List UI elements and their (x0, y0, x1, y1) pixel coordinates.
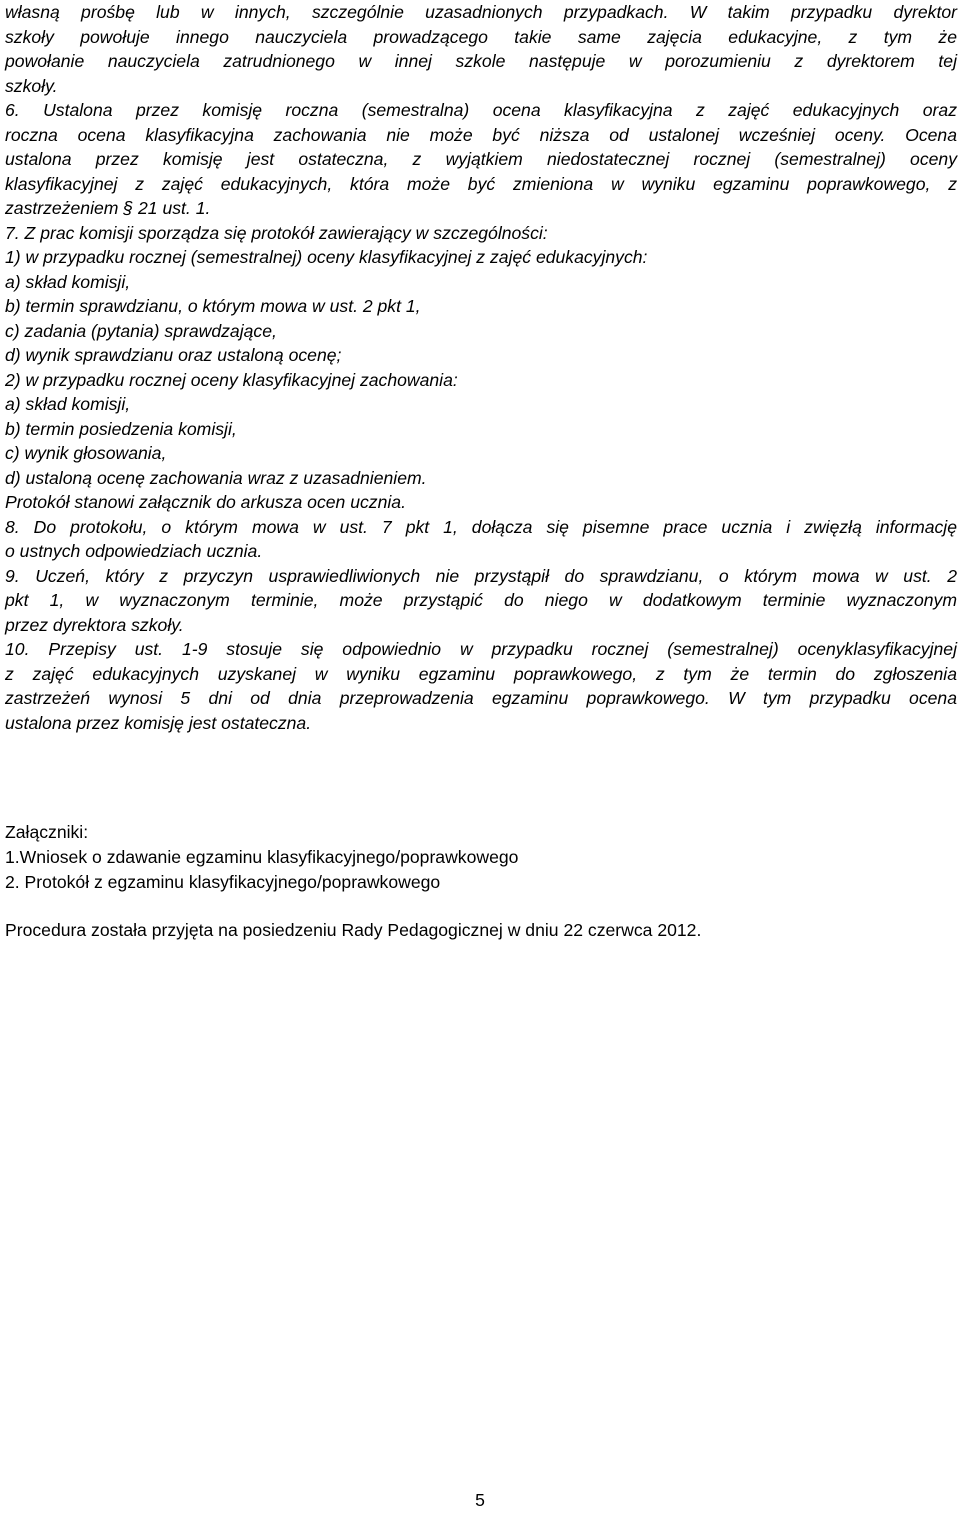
regulation-text (5, 0, 957, 735)
text-line: szkoły powołuje innego nauczyciela prowadzącego takie same zajęcia edukacyjne, z tym że (5, 26, 957, 47)
list-item: b) termin posiedzenia komisji, (5, 418, 237, 439)
text-line: Protokół stanowi załącznik do arkusza ocen ucznia. (5, 492, 406, 512)
text-line: 8. Do protokołu, o którym mowa w ust. 7 pkt 1, dołącza się pisemne prace ucznia i zwięzłą informację (5, 516, 957, 537)
list-item: d) wynik sprawdzianu oraz ustaloną ocenę; (5, 345, 342, 365)
list-item: b) termin sprawdzianu, o którym mowa w ust. 2 pkt 1, (5, 296, 421, 316)
text-line: przez dyrektora szkoły. (5, 614, 184, 635)
text-line: 7. Z prac komisji sporządza się protokół zawierający w szczególności: (5, 222, 548, 243)
list-item: 2) w przypadku rocznej oceny klasyfikacyjnej zachowania: (5, 369, 458, 390)
text-line: zastrzeżeń wynosi 5 dni od dnia przeprowadzenia egzaminu poprawkowego. W tym przypadku ocena (5, 688, 957, 708)
text-line: zastrzeżeniem § 21 ust. 1. (5, 198, 211, 218)
text-line: 9. Uczeń, który z przyczyn usprawiedliwionych nie przystąpił do sprawdzianu, o którym mowa w ust. 2 (5, 565, 957, 586)
list-item: a) skład komisji, (5, 271, 131, 292)
paragraph-10 (5, 637, 957, 735)
text-line: klasyfikacyjnej z zajęć edukacyjnych, która może być zmieniona w wyniku egzaminu poprawkowego, z (5, 173, 957, 194)
text-line: własną prośbę lub w innych, szczególnie uzasadnionych przypadkach. W takim przypadku dyrektor (5, 2, 957, 22)
text-line: roczna ocena klasyfikacyjna zachowania nie może być niższa od ustalonej wcześniej oceny. Ocena (5, 124, 957, 145)
page-number: 5 (475, 1490, 485, 1510)
text-line: szkoły. (5, 75, 58, 96)
text-line: ustalona przez komisję jest ostateczna. (5, 712, 312, 733)
paragraph-5-continuation (5, 0, 957, 98)
attachment-item: 2. Protokół z egzaminu klasyfikacyjnego/poprawkowego (5, 872, 441, 892)
attachment-item: 1.Wniosek o zdawanie egzaminu klasyfikacyjnego/poprawkowego (5, 847, 519, 867)
text-line: ustalona przez komisję jest ostateczna, z wyjątkiem niedostatecznej rocznej (semestralnej) oceny (5, 149, 957, 169)
text-line: pkt 1, w wyznaczonym terminie, może przystąpić do niego w dodatkowym terminie wyznaczonym (5, 590, 957, 610)
paragraph-8 (5, 515, 957, 564)
attachments-section (5, 820, 518, 895)
paragraph-7 (5, 221, 957, 515)
text-line: powołanie nauczyciela zatrudnionego w innej szkole następuje w porozumieniu z dyrektorem tej (5, 51, 957, 71)
procedure-note: Procedura została przyjęta na posiedzeniu Rady Pedagogicznej w dniu 22 czerwca 2012. (5, 920, 702, 940)
list-item: d) ustaloną ocenę zachowania wraz z uzasadnieniem. (5, 467, 427, 488)
paragraph-9 (5, 564, 957, 638)
list-item: c) zadania (pytania) sprawdzające, (5, 320, 277, 341)
list-item: a) skład komisji, (5, 394, 131, 414)
text-line: o ustnych odpowiedziach ucznia. (5, 541, 263, 561)
text-line: z zajęć edukacyjnych uzyskanej w wyniku egzaminu poprawkowego, z tym że termin do zgłoszenia (5, 663, 957, 684)
list-item: 1) w przypadku rocznej (semestralnej) oceny klasyfikacyjnej z zajęć edukacyjnych: (5, 247, 648, 267)
attachments-heading: Załączniki: (5, 822, 89, 842)
paragraph-6 (5, 98, 957, 221)
list-item: c) wynik głosowania, (5, 443, 167, 463)
text-line: 6. Ustalona przez komisję roczna (semestralna) ocena klasyfikacyjna z zajęć edukacyjnych oraz (5, 100, 957, 120)
text-line: 10. Przepisy ust. 1-9 stosuje się odpowiednio w przypadku rocznej (semestralnej) ocenyklasyfikacyjnej (5, 639, 957, 659)
